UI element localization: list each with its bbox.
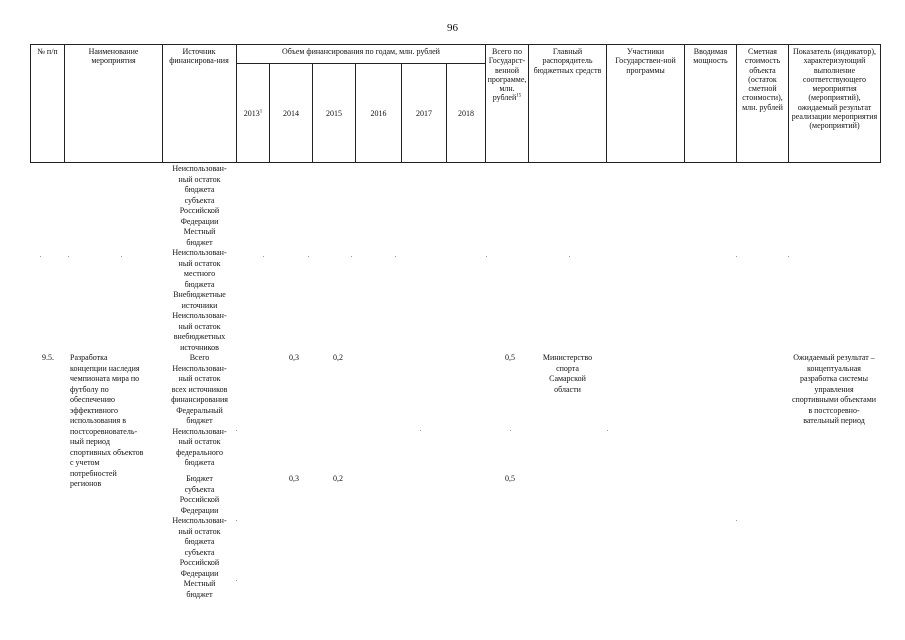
row-name-line: концепции наследия <box>70 363 140 373</box>
header-participants: Участники Государствен-ной программы <box>615 47 676 75</box>
header-year-2018: 2018 <box>458 109 474 118</box>
source-line: бюджета <box>184 458 215 467</box>
source-line: финансирования <box>171 395 228 404</box>
row-name-line: спортивных объектов <box>70 447 144 457</box>
indicator-line: в постсоревно- <box>808 405 860 415</box>
header-funding-group: Объем финансирования по годам, млн. рублей <box>282 47 440 56</box>
header-num: № п/п <box>37 47 58 56</box>
source-line: Российской <box>179 558 220 567</box>
source-line: местного <box>183 269 216 278</box>
source-line: субъекта <box>184 484 215 494</box>
source-line: источники <box>181 300 218 310</box>
source-line: ный остаток <box>178 258 221 268</box>
source-line: ный остаток <box>178 437 221 446</box>
source-line: всех источников <box>171 384 228 394</box>
indicator-line: вательный период <box>803 416 865 425</box>
source-line: бюджета <box>184 537 215 546</box>
value-2014-total: 0,3 <box>289 353 299 362</box>
source-line: Федеральный <box>176 405 223 415</box>
source-line: субъекта <box>184 547 215 557</box>
header-name: Наименование мероприятия <box>88 47 139 66</box>
source-line: бюджет <box>186 416 213 425</box>
source-line: бюджета <box>184 279 215 289</box>
source-line: бюджет <box>186 589 213 599</box>
source-line: Внебюджетные <box>173 290 226 299</box>
page-number: 96 <box>447 22 458 34</box>
header-capacity: Вводимая мощность <box>693 47 728 66</box>
source-line: источников <box>180 342 219 352</box>
value-2015-total: 0,2 <box>333 353 343 362</box>
source-line: Неиспользован- <box>172 164 227 173</box>
value-total-total: 0,5 <box>505 353 515 362</box>
source-line: Бюджет <box>186 474 213 483</box>
indicator-line: разработка системы <box>800 374 868 383</box>
manager-line: спорта <box>556 363 579 373</box>
row-name-line: потребностей <box>70 468 117 478</box>
header-source: Источник финансирова-ния <box>169 47 229 66</box>
source-line: Федерации <box>180 216 219 226</box>
row-name-line: использования в <box>70 416 127 425</box>
source-line: Неиспользован- <box>172 363 227 373</box>
source-line: бюджет <box>186 237 213 247</box>
source-line: Неиспользован- <box>172 426 227 436</box>
header-year-2017: 2017 <box>416 109 432 118</box>
header-year-2016: 2016 <box>370 109 387 118</box>
source-line: Местный <box>183 227 216 236</box>
indicator-line: концептуальная <box>807 363 861 373</box>
value-2015-subject: 0,2 <box>333 474 343 483</box>
source-line: внебюджетных <box>173 332 226 341</box>
row-name-line: Разработка <box>70 353 108 362</box>
source-line: Российской <box>179 495 220 504</box>
row-name-line: регионов <box>70 479 102 488</box>
header-indicator: Показатель (индикатор), характеризующий выполнение соответствующего мероприятия (мероприятий), ожидаемый результат реализации мероприятия (мероприятий) <box>791 47 878 131</box>
source-line: ный остаток <box>178 526 221 536</box>
header-total: Всего по Государст-венной программе, млн. рублей$^{15}$ <box>487 47 527 103</box>
row-name-line: ный период <box>70 437 110 446</box>
source-line: Неиспользован- <box>172 248 227 257</box>
value-2014-subject: 0,3 <box>289 474 299 483</box>
source-line: Всего <box>189 353 210 362</box>
manager-line: области <box>554 384 581 394</box>
row-name-line: чемпионата мира по <box>70 374 140 383</box>
row-number: 9.5. <box>42 353 54 362</box>
row-name-line: обеспечению <box>70 395 116 404</box>
manager-line: Самарской <box>549 374 586 383</box>
manager-line: Министерство <box>542 353 593 362</box>
indicator-line: спортивными объектами <box>791 395 877 404</box>
source-line: федерального <box>176 447 223 457</box>
source-line: Российской <box>179 206 220 215</box>
source-line: ный остаток <box>178 374 221 383</box>
source-line: субъекта <box>184 195 215 205</box>
row-name-line: футболу по <box>70 384 109 394</box>
row-name-line: постсоревнователь- <box>70 426 138 436</box>
indicator-line: Ожидаемый результат – <box>793 353 875 362</box>
header-manager: Главный распорядитель бюджетных средств <box>533 47 602 75</box>
header-estimate: Сметная стоимость объекта (остаток сметной стоимости), млн. рублей <box>742 47 783 112</box>
indicator-line: управления <box>814 384 854 394</box>
header-year-2013: 2013$^1$ <box>243 109 263 118</box>
source-line: ный остаток <box>178 174 221 184</box>
row-name-line: с учетом <box>70 458 100 467</box>
source-line: Неиспользован- <box>172 516 227 525</box>
source-line: Федерации <box>180 505 219 515</box>
header-year-2014: 2014 <box>283 109 299 118</box>
row-name-line: эффективного <box>70 405 118 415</box>
header-year-2015: 2015 <box>326 109 342 118</box>
source-line: Местный <box>183 579 216 588</box>
source-line: бюджета <box>184 185 215 194</box>
source-line: ный остаток <box>178 321 221 331</box>
value-total-subject: 0,5 <box>505 474 515 483</box>
source-line: Федерации <box>180 568 219 578</box>
source-line: Неиспользован- <box>172 311 227 320</box>
